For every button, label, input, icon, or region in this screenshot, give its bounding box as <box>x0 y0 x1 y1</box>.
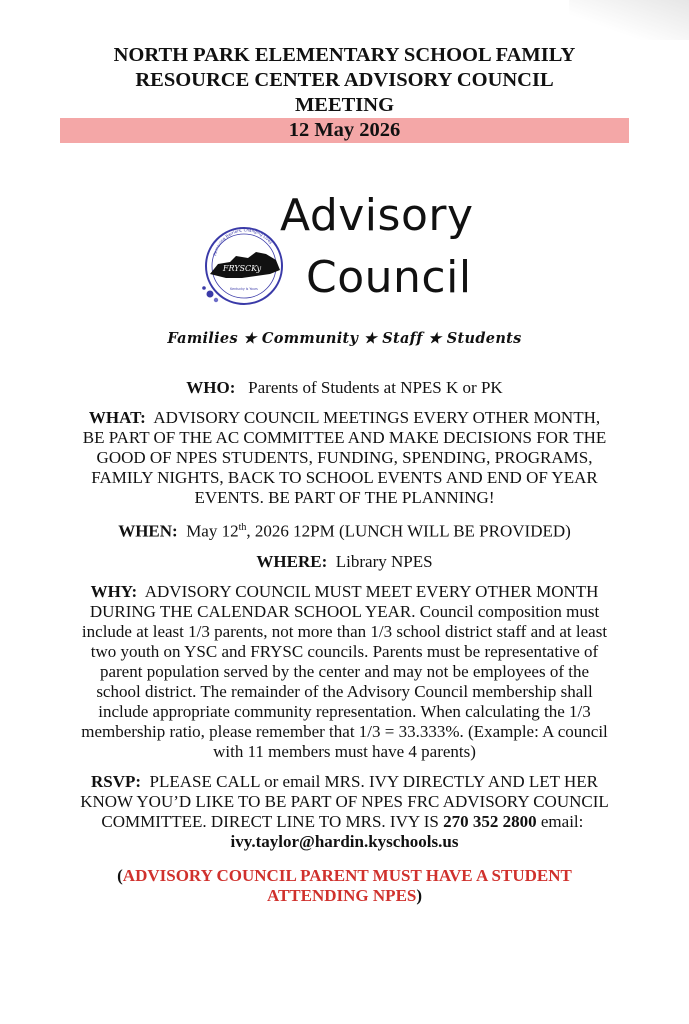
note-section <box>80 866 609 906</box>
page-corner-shadow <box>569 0 689 40</box>
what-text: ADVISORY COUNCIL MEETINGS EVERY OTHER MONTH, BE PART OF THE AC COMMITTEE AND MAKE DECISIONS FOR THE GOOD OF NPES STUDENTS, FUNDING, SPENDING, PROGRAMS, FAMILY NIGHTS, BACK TO SCHOOL EVENTS AND END OF YEAR EVENTS. BE PART OF THE PLANNING! <box>82 408 607 507</box>
page-title <box>60 43 629 143</box>
who-label: WHO: <box>186 378 236 397</box>
seal-text: FRYSCKy <box>222 264 262 273</box>
meeting-date-highlight: 12 May 2026 <box>60 118 629 143</box>
rsvp-email-link[interactable]: ivy.taylor@hardin.kyschools.us <box>230 831 459 851</box>
note-close-paren: ) <box>416 885 423 905</box>
why-text: ADVISORY COUNCIL MUST MEET EVERY OTHER MONTH DURING THE CALENDAR SCHOOL YEAR. Council composition must include at least 1/3 parents, not more than 1/3 school district staff and at least two youth on YSC and FRYSC councils. Parents must be representative of parent population served by the center and may not be employees of the school district. The remainder of the Advisory Council membership shall include appropriate community representation. When calculating the 1/3 membership ratio, please remember that 1/3 = 33.333%. (Example: A council with 11 members must have 4 parents) <box>81 581 608 761</box>
when-label: WHEN: <box>118 521 178 541</box>
title-line-3: MEETING <box>294 94 395 116</box>
advisory-council-logo <box>196 186 506 306</box>
who-text: Parents of Students at NPES K or PK <box>248 378 503 397</box>
when-text-sup: th <box>238 522 247 533</box>
where-text: Library NPES <box>335 551 433 571</box>
who-section <box>80 378 609 398</box>
rsvp-phone: 270 352 2800 <box>443 811 537 831</box>
frysc-seal-icon <box>196 216 292 326</box>
tagline: Families ★ Community ★ Staff ★ Students <box>167 330 522 347</box>
when-text-post: , 2026 12PM (LUNCH WILL BE PROVIDED) <box>246 521 571 541</box>
note-open-paren: ( <box>117 865 123 885</box>
title-line-1: NORTH PARK ELEMENTARY SCHOOL FAMILY <box>113 44 576 66</box>
seal-ring-text: Removing Barriers, Changing Lives <box>212 227 274 257</box>
where-section <box>80 552 609 572</box>
note-text: ADVISORY COUNCIL PARENT MUST HAVE A STUDENT ATTENDING NPES <box>122 865 572 905</box>
svg-text:Removing Barriers, Changing Li <box>212 227 273 256</box>
rsvp-section <box>80 772 609 852</box>
what-section <box>80 408 609 508</box>
where-label: WHERE: <box>256 551 328 571</box>
logo-word-advisory: Advisory <box>280 190 474 241</box>
when-section <box>80 518 609 542</box>
why-label: WHY: <box>90 581 138 601</box>
when-text-pre: May 12 <box>186 521 239 541</box>
title-line-2: RESOURCE CENTER ADVISORY COUNCIL <box>135 69 554 91</box>
flyer-body <box>80 378 609 916</box>
seal-sub-text: Kentucky Is Yours <box>230 287 258 291</box>
why-section <box>80 582 609 762</box>
rsvp-label: RSVP: <box>90 771 142 791</box>
rsvp-text: PLEASE CALL or email MRS. IVY DIRECTLY AND LET HER KNOW YOU’D LIKE TO BE PART OF NPES FRC ADVISORY COUNCIL COMMITTEE. DIRECT LINE TO MRS. IVY IS <box>80 771 609 831</box>
rsvp-email-label: email: <box>540 811 584 831</box>
logo-word-council: Council <box>306 252 472 303</box>
what-label: WHAT: <box>88 408 146 427</box>
